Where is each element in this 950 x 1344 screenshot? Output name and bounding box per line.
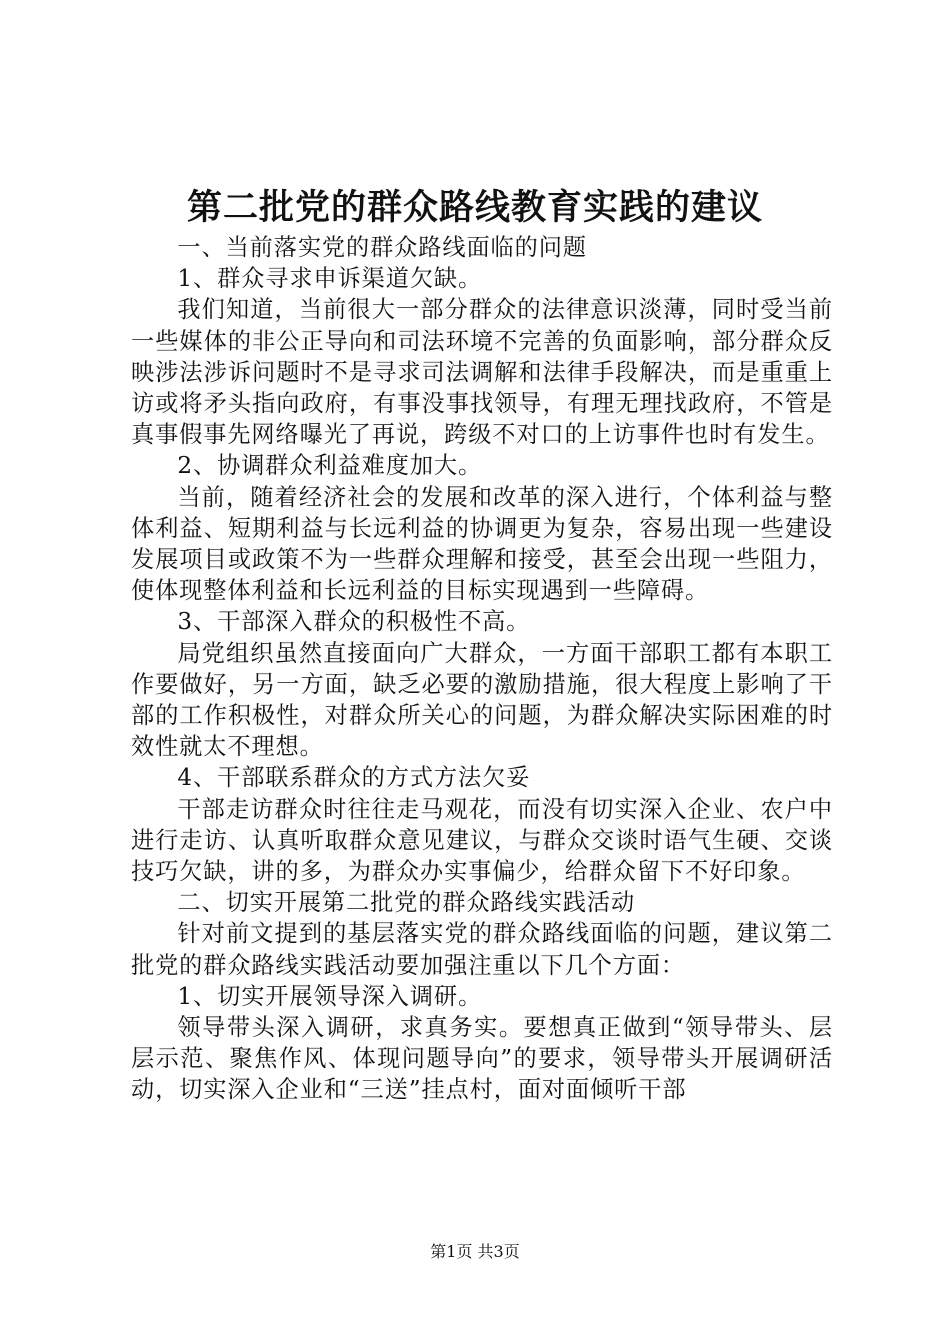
subsection-heading: 1、群众寻求申诉渠道欠缺。: [177, 265, 483, 293]
document-body: [131, 232, 833, 1106]
body-paragraph: 我们知道，当前很大一部分群众的法律意识淡薄，同时受当前一些媒体的非公正导向和司法环境不完善的负面影响，部分群众反映涉法涉诉问题时不是寻求司法调解和法律手段解决，而是重重上访或将矛头指向政府，有事没事找领导，有理无理找政府，不管是真事假事先网络曝光了再说，跨级不对口的上访事件也时有发生。: [131, 296, 833, 449]
subsection-heading: 2、协调群众利益难度加大。: [177, 452, 483, 480]
body-paragraph: 针对前文提到的基层落实党的群众路线面临的问题，建议第二批党的群众路线实践活动要加强注重以下几个方面：: [131, 920, 833, 979]
body-paragraph: 领导带头深入调研，求真务实。要想真正做到“领导带头、层层示范、聚焦作风、体现问题导向”的要求，领导带头开展调研活动，切实深入企业和“三送”挂点村，面对面倾听干部: [131, 1014, 833, 1104]
body-paragraph: 局党组织虽然直接面向广大群众，一方面干部职工都有本职工作要做好，另一方面，缺乏必要的激励措施，很大程度上影响了干部的工作积极性，对群众所关心的问题，为群众解决实际困难的时效性就太不理想。: [131, 639, 833, 761]
section-heading: 二、切实开展第二批党的群众路线实践活动: [177, 889, 636, 917]
subsection-heading: 1、切实开展领导深入调研。: [177, 982, 483, 1010]
section-heading: 一、当前落实党的群众路线面临的问题: [177, 234, 587, 261]
subsection-heading: 3、干部深入群众的积极性不高。: [177, 608, 531, 636]
page-number-footer: 第1页 共3页: [430, 1242, 520, 1261]
subsection-heading: 4、干部联系群众的方式方法欠妥: [177, 764, 531, 792]
document-title: 第二批党的群众路线教育实践的建议: [186, 187, 763, 228]
body-paragraph: 干部走访群众时往往走马观花，而没有切实深入企业、农户中进行走访、认真听取群众意见建议，与群众交谈时语气生硬、交谈技巧欠缺，讲的多，为群众办实事偏少，给群众留下不好印象。: [131, 795, 833, 886]
body-paragraph: 当前，随着经济社会的发展和改革的深入进行，个体利益与整体利益、短期利益与长远利益的协调更为复杂，容易出现一些建设发展项目或政策不为一些群众理解和接受，甚至会出现一些阻力，使体现整体利益和长远利益的目标实现遇到一些障碍。: [131, 483, 833, 605]
